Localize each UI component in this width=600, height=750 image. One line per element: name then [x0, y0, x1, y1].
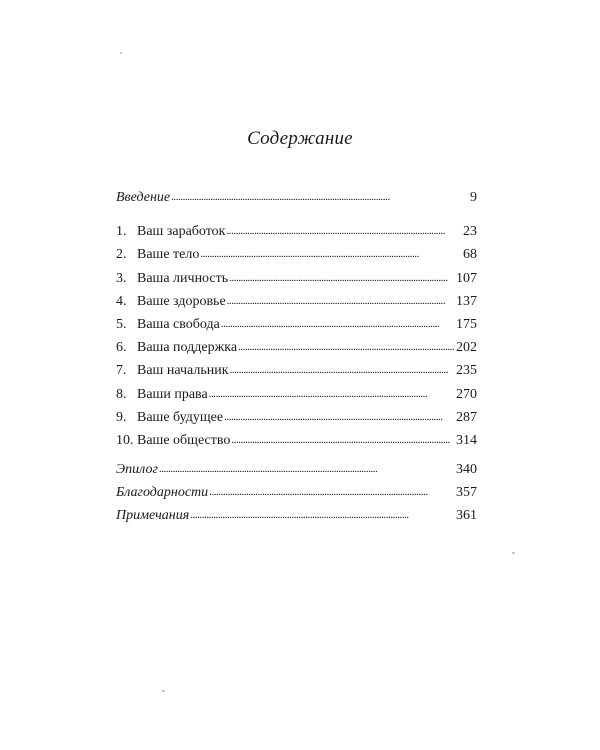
- chapter-number: 8.: [116, 386, 127, 402]
- toc-entry-label: Ваш начальник: [137, 363, 229, 379]
- toc-entry-chapter: [116, 336, 477, 359]
- toc-entry-label: Ваше общество: [137, 432, 231, 448]
- toc-entry-label: Ваш заработок: [137, 224, 226, 240]
- toc-entry-page: 357: [456, 485, 477, 501]
- toc-entry-page: 270: [456, 386, 477, 402]
- dot-leader: [221, 312, 455, 336]
- toc-entry-label: Ваша личность: [137, 270, 229, 286]
- dot-leader: [171, 185, 469, 209]
- toc-entry-epilogue: [116, 458, 477, 481]
- dot-leader: [230, 358, 455, 382]
- dot-leader: [159, 457, 455, 481]
- toc-entry-label: Эпилог: [116, 462, 158, 478]
- dot-leader: [209, 382, 455, 406]
- table-of-contents: [116, 186, 477, 528]
- toc-entry-chapter: [116, 313, 477, 336]
- dot-leader: [224, 405, 455, 429]
- dot-leader: [229, 266, 455, 290]
- toc-entry-page: 235: [456, 363, 477, 379]
- toc-entry-chapter: [116, 406, 477, 429]
- chapter-number: 5.: [116, 316, 127, 332]
- toc-entry-chapter: [116, 243, 477, 266]
- toc-entry-page: 340: [456, 462, 477, 478]
- dot-leader: [190, 503, 455, 527]
- chapter-number: 10.: [116, 432, 134, 448]
- chapter-number: 1.: [116, 224, 127, 240]
- toc-entry-chapter: [116, 429, 477, 452]
- toc-entry-acknowledgements: [116, 481, 477, 504]
- toc-entry-chapter: [116, 383, 477, 406]
- scan-speck: [120, 52, 122, 54]
- toc-entry-page: 361: [456, 508, 477, 524]
- toc-entry-label: Благодарности: [116, 485, 209, 501]
- dot-leader: [227, 289, 455, 313]
- toc-entry-label: Ваша поддержка: [137, 340, 238, 356]
- toc-entry-chapter: [116, 267, 477, 290]
- scan-speck: [162, 690, 165, 692]
- dot-leader: [238, 335, 455, 359]
- scan-speck: [512, 552, 515, 554]
- toc-entry-page: 314: [456, 432, 477, 448]
- toc-entry-label: Введение: [116, 190, 171, 205]
- chapter-number: 7.: [116, 363, 127, 379]
- toc-entry-chapter: [116, 220, 477, 243]
- chapter-number: 2.: [116, 247, 127, 263]
- chapter-number: 4.: [116, 293, 127, 309]
- dot-leader: [209, 480, 455, 504]
- toc-entry-introduction: [116, 186, 477, 209]
- toc-entry-label: Ваша свобода: [137, 316, 220, 332]
- toc-entry-page: 9: [470, 190, 477, 205]
- toc-entry-label: Ваше здоровье: [137, 293, 226, 309]
- toc-entry-page: 23: [463, 224, 477, 240]
- toc-title: Содержание: [247, 128, 353, 149]
- chapter-number: 3.: [116, 270, 127, 286]
- toc-entry-page: 68: [463, 247, 477, 263]
- toc-entry-label: Ваши права: [137, 386, 208, 402]
- toc-entry-page: 137: [456, 293, 477, 309]
- dot-leader: [226, 219, 462, 243]
- dot-leader: [200, 242, 462, 266]
- dot-leader: [231, 428, 455, 452]
- toc-entry-chapter: [116, 359, 477, 382]
- toc-entry-label: Ваше будущее: [137, 409, 224, 425]
- toc-entry-label: Примечания: [116, 508, 190, 524]
- toc-entry-notes: [116, 504, 477, 527]
- chapter-number: 6.: [116, 340, 127, 356]
- toc-entry-page: 287: [456, 409, 477, 425]
- toc-entry-label: Ваше тело: [137, 247, 200, 263]
- toc-entry-page: 202: [456, 340, 477, 356]
- toc-entry-page: 175: [456, 316, 477, 332]
- chapter-number: 9.: [116, 409, 127, 425]
- toc-entry-chapter: [116, 290, 477, 313]
- toc-entry-page: 107: [456, 270, 477, 286]
